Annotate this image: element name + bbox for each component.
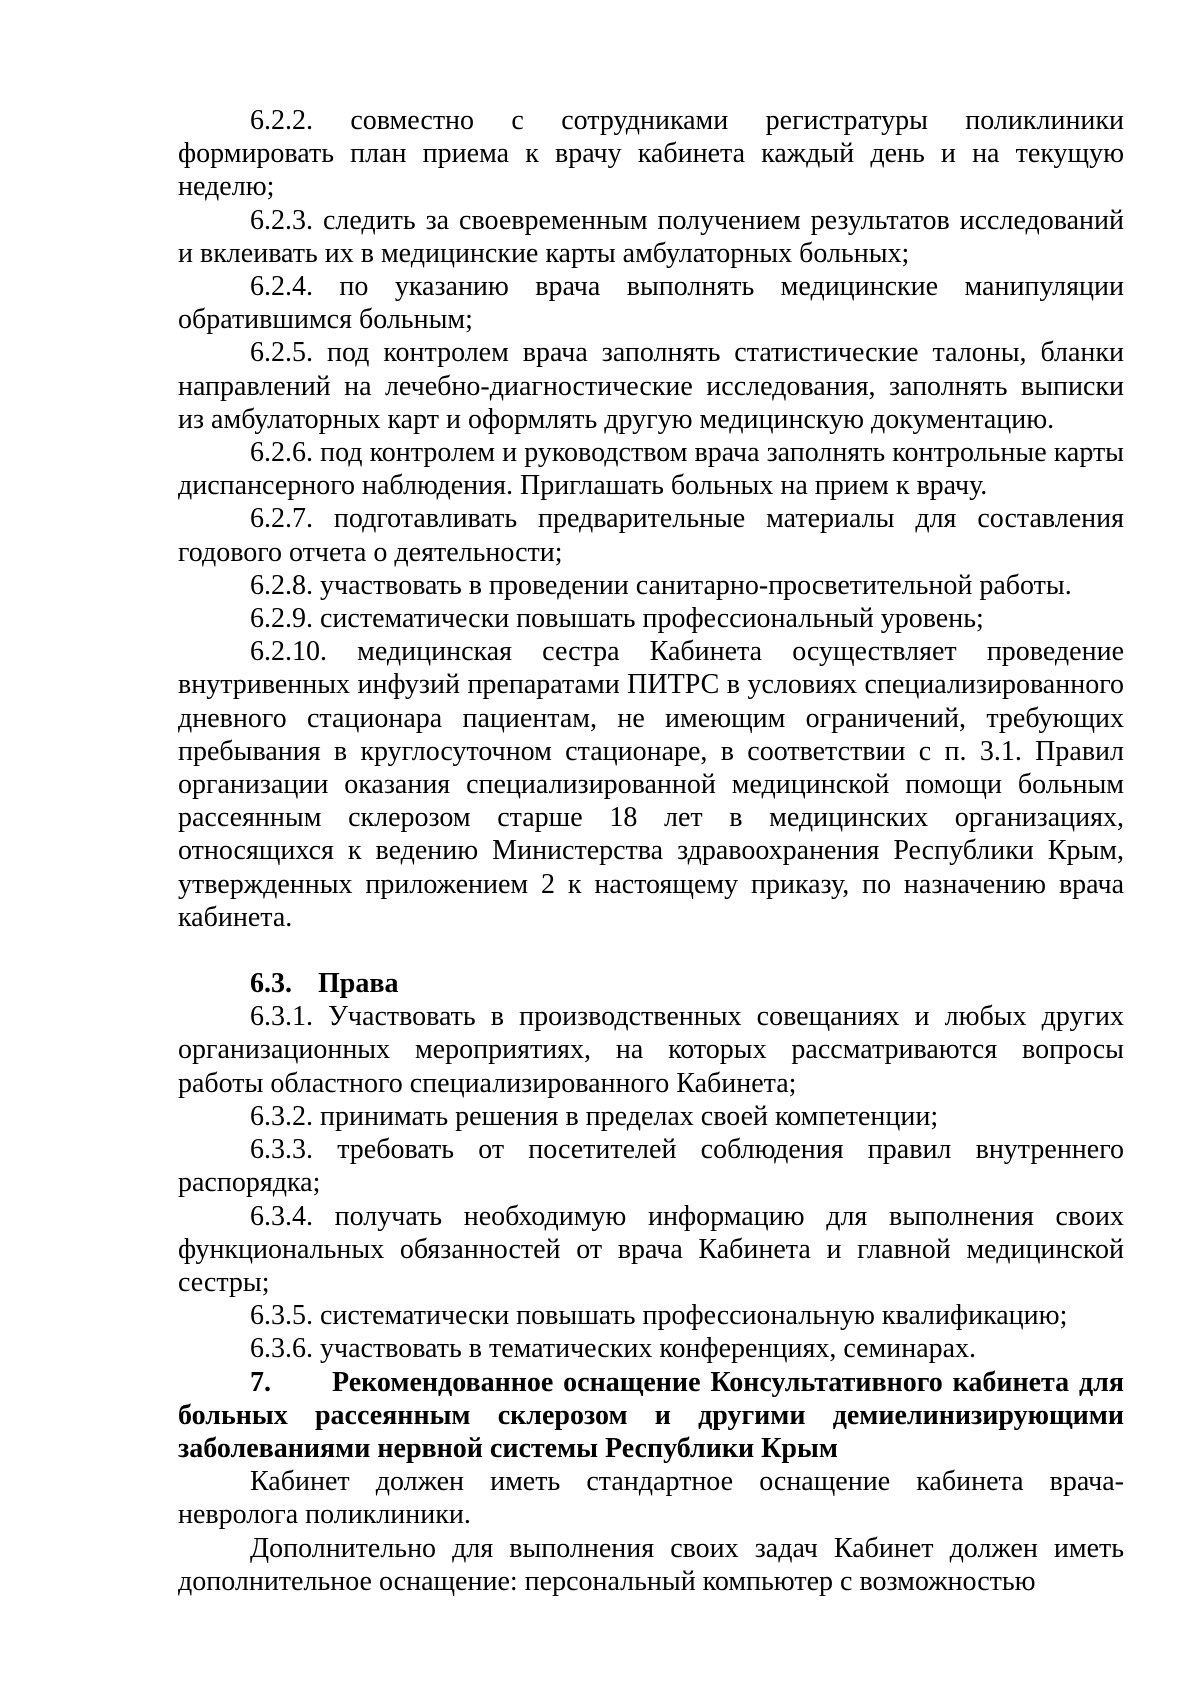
section-spacer [178,934,1124,967]
section-title: Права [318,968,399,1000]
section-heading-7 [178,1366,1124,1466]
paragraph-6-2-7: 6.2.7. подготавливать предварительные материалы для составления годового отчета о деятельности; [178,503,1124,568]
paragraph-6-2-9: 6.2.9. систематически повышать профессиональный уровень; [250,603,984,635]
section-number: 7. [250,1366,271,1398]
paragraph-7-1: Кабинет должен иметь стандартное оснащение кабинета врача-невролога поликлиники. [178,1466,1124,1531]
paragraph-6-3-6: 6.3.6. участвовать в тематических конференциях, семинарах. [250,1333,977,1365]
paragraph-6-3-5: 6.3.5. систематически повышать профессиональную квалификацию; [250,1300,1068,1332]
section-number: 6.3. [250,968,292,1000]
paragraph-6-3-3: 6.3.3. требовать от посетителей соблюдения правил внутреннего распорядка; [178,1134,1124,1199]
paragraph-6-2-5: 6.2.5. под контролем врача заполнять статистические талоны, бланки направлений на лечебно-диагностические исследования, заполнять выписки из амбулаторных карт и оформлять другую медицинскую документацию. [178,337,1124,435]
paragraph-6-2-6: 6.2.6. под контролем и руководством врача заполнять контрольные карты диспансерного наблюдения. Приглашать больных на прием к врачу. [178,437,1124,502]
paragraph-6-2-4: 6.2.4. по указанию врача выполнять медицинские манипуляции обратившимся больным; [178,271,1124,336]
paragraph-6-2-10: 6.2.10. медицинская сестра Кабинета осуществляет проведение внутривенных инфузий препаратами ПИТРС в условиях специализированного дневного стационара пациентам, не имеющим ограничений, требующих пребывания в круглосуточном стационаре, в соответствии с п. 3.1. Правил организации оказания специализированной медицинской помощи больным рассеянным склерозом старше 18 лет в медицинских организациях, относящихся к ведению Министерства здравоохранения Республики Крым, утвержденных приложением 2 к настоящему приказу, по назначению врача кабинета. [178,636,1124,933]
paragraph-7-2: Дополнительно для выполнения своих задач Кабинет должен иметь дополнительное оснащение: персональный компьютер с возможностью [178,1532,1124,1597]
paragraph-6-3-2: 6.3.2. принимать решения в пределах своей компетенции; [250,1100,939,1132]
document-body [178,104,1124,1598]
paragraph-6-3-4: 6.3.4. получать необходимую информацию для выполнения своих функциональных обязанностей от врача Кабинета и главной медицинской сестры; [178,1200,1124,1298]
paragraph-6-2-8: 6.2.8. участвовать в проведении санитарно-просветительной работы. [250,569,1072,601]
paragraph-6-3-1: 6.3.1. Участвовать в производственных совещаниях и любых других организационных мероприятиях, на которых рассматриваются вопросы работы областного специализированного Кабинета; [178,1001,1124,1099]
section-title: Рекомендованное оснащение Консультативного кабинета для больных рассеянным склерозом и другими демиелинизирующими заболеваниями нервной системы Республики Крым [178,1366,1124,1464]
paragraph-6-2-2: 6.2.2. совместно с сотрудниками регистратуры поликлиники формировать план приема к врачу кабинета каждый день и на текущую неделю; [178,105,1124,203]
paragraph-6-2-3: 6.2.3. следить за своевременным получением результатов исследований и вклеивать их в медицинские карты амбулаторных больных; [178,204,1124,269]
section-heading-6-3 [178,967,1124,1000]
